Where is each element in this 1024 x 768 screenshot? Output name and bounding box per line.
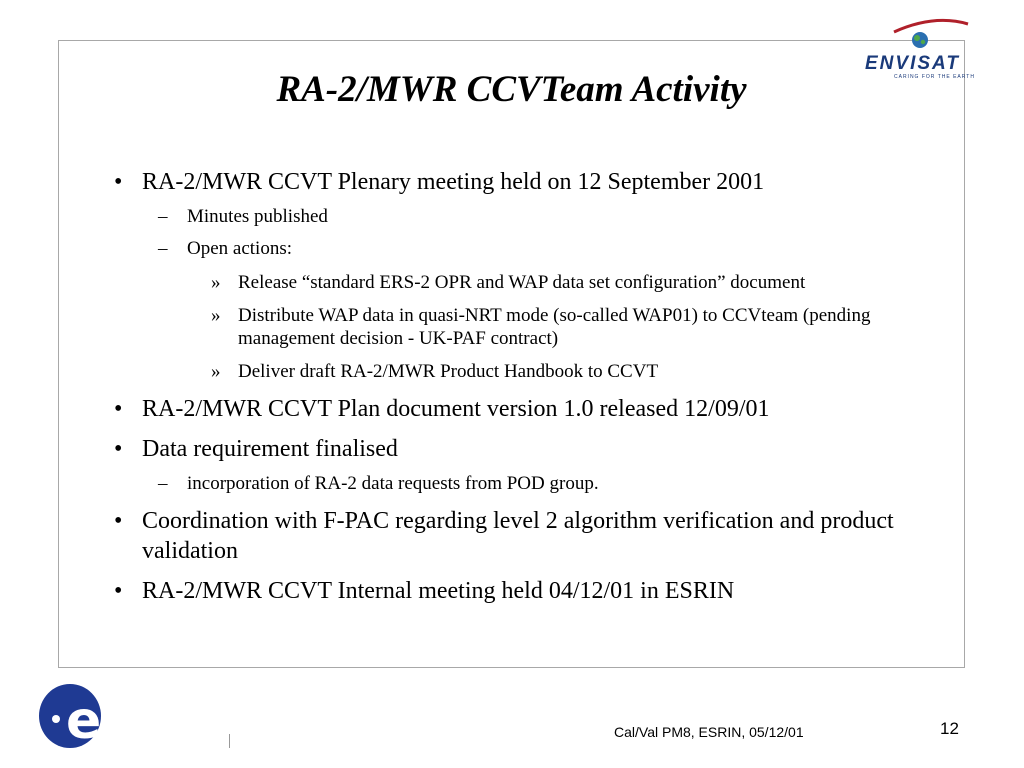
- list-item: [108, 394, 928, 424]
- bullet-chevron: »: [211, 305, 221, 326]
- list-item: [108, 506, 928, 566]
- bullet-dash: –: [158, 206, 168, 227]
- list-item: [108, 237, 928, 261]
- list-item-text: Distribute WAP data in quasi-NRT mode (so-called WAP01) to CCVteam (pending management decision - UK-PAF contract): [238, 305, 871, 349]
- bullet-dot: •: [114, 508, 123, 534]
- bullet-dot: •: [114, 169, 123, 195]
- slide-title: RA-2/MWR CCVTeam Activity: [276, 69, 747, 110]
- bullet-dot: •: [114, 396, 123, 422]
- list-item: [108, 271, 928, 294]
- list-item: [108, 360, 928, 383]
- list-item-text: incorporation of RA-2 data requests from POD group.: [187, 473, 599, 494]
- list-item-text: Deliver draft RA-2/MWR Product Handbook to CCVT: [238, 361, 659, 382]
- list-item: [108, 304, 928, 350]
- list-item-text: Coordination with F-PAC regarding level 2 algorithm verification and product validation: [142, 508, 894, 564]
- footer-text: Cal/Val PM8, ESRIN, 05/12/01: [614, 724, 804, 740]
- list-item: [108, 472, 928, 496]
- envisat-logo-name: ENVISAT: [865, 53, 960, 74]
- bullet-dash: –: [158, 473, 168, 494]
- esa-logo: [38, 680, 228, 752]
- bullet-dot: •: [114, 436, 123, 462]
- list-item-text: Open actions:: [187, 238, 293, 259]
- envisat-logo-tagline: CARING FOR THE EARTH: [894, 74, 975, 80]
- list-item-text: RA-2/MWR CCVT Plan document version 1.0 released 12/09/01: [142, 396, 770, 422]
- page-number: 12: [940, 719, 959, 738]
- list-item: [108, 205, 928, 229]
- bullet-chevron: »: [211, 361, 221, 382]
- bullet-dot: •: [114, 578, 123, 604]
- bullet-chevron: »: [211, 272, 221, 293]
- bullet-list: [108, 167, 928, 606]
- list-item-text: Minutes published: [187, 206, 328, 227]
- list-item: [108, 434, 928, 464]
- list-item: [108, 167, 928, 197]
- esa-logo-name: esa: [66, 691, 159, 751]
- list-item-text: RA-2/MWR CCVT Internal meeting held 04/12/01 in ESRIN: [142, 578, 735, 604]
- bullet-dash: –: [158, 238, 168, 259]
- list-item: [108, 576, 928, 606]
- list-item-text: Data requirement finalised: [142, 436, 398, 462]
- list-item-text: RA-2/MWR CCVT Plenary meeting held on 12 September 2001: [142, 169, 765, 195]
- list-item-text: Release “standard ERS-2 OPR and WAP data set configuration” document: [238, 272, 806, 293]
- footer-divider: [229, 734, 230, 748]
